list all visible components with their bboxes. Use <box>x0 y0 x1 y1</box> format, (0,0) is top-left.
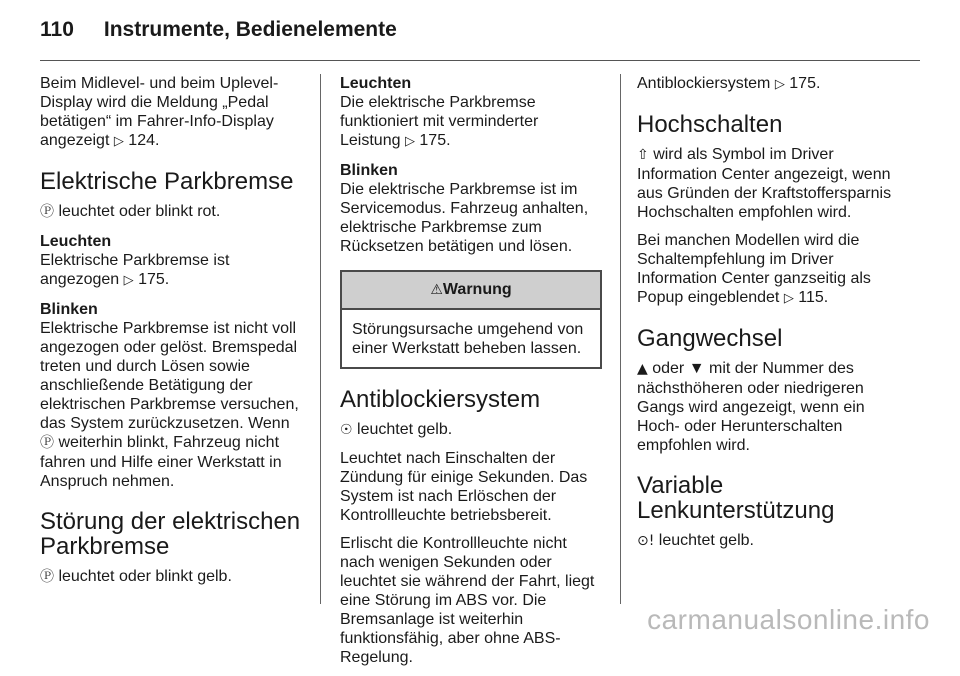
subheading-leuchten: Leuchten <box>340 75 412 92</box>
heading-lenkunterstuetzung: Variable Lenkunterstützung <box>637 472 835 524</box>
page-number: 110 <box>40 18 74 41</box>
abs-icon: ☉ <box>340 422 353 438</box>
power-steering-icon: ⊙! <box>637 533 655 549</box>
hochschalten-paragraph-2: Bei manchen Modellen wird die Schaltempfehlung im Driver Information Center ganzseitig als Popup eingeblendet ▷ 115. <box>637 232 871 306</box>
xref-arrow-icon: ▷ <box>783 291 794 306</box>
xref-arrow-icon: ▷ <box>113 134 124 149</box>
subheading-leuchten: Leuchten <box>40 233 112 250</box>
warning-box <box>340 270 602 369</box>
parkbrake-fault-icon: Ⓟ <box>40 569 54 585</box>
blinken-paragraph: Die elektrische Parkbremse ist im Servicemodus. Fahrzeug anhalten, elektrische Parkbremse zum Rücksetzen betätigen und lösen. <box>340 181 589 255</box>
column-middle <box>340 74 602 676</box>
abs-paragraph-1: Leuchtet nach Einschalten der Zündung für einige Sekunden. Das System ist nach Erlöschen der Kontrollleuchte betriebsbereit. <box>340 450 588 524</box>
blinken-paragraph: Elektrische Parkbremse ist nicht voll angezogen oder gelöst. Bremspedal treten und durch Lösen sowie anschließende Betätigung der elektrischen Parkbremse versuchen, das System zurückzusetzen. Wenn Ⓟ weiterhin blinkt, Fahrzeug nicht fahren und Hilfe einer Werkstatt in Anspruch nehmen. <box>40 320 299 490</box>
heading-parkbremse: Elektrische Parkbremse <box>40 168 294 195</box>
xref-arrow-icon: ▷ <box>774 77 785 92</box>
hochschalten-paragraph-1: ⇧ wird als Symbol im Driver Information Center angezeigt, wenn aus Gründen der Kraftstoffersparnis Hochschalten empfohlen wird. <box>637 146 892 221</box>
heading-hochschalten: Hochschalten <box>637 111 783 138</box>
lenk-paragraph: ⊙! leuchtet gelb. <box>637 532 754 549</box>
warning-triangle-icon: ⚠ <box>430 282 443 298</box>
warning-header: ⚠Warnung <box>342 272 600 310</box>
header-rule <box>40 60 920 61</box>
stoerung-paragraph: Ⓟ leuchtet oder blinkt gelb. <box>40 568 232 585</box>
page-header <box>40 18 397 48</box>
parking-brake-icon: Ⓟ <box>40 435 54 451</box>
leuchten-paragraph: Die elektrische Parkbremse funktioniert mit verminderter Leistung ▷ 175. <box>340 94 539 149</box>
heading-abs: Antiblockiersystem <box>340 386 541 413</box>
upshift-icon: ⇧ <box>637 147 649 163</box>
column-divider <box>320 74 321 604</box>
leuchten-paragraph: Elektrische Parkbremse ist angezogen ▷ 175. <box>40 252 230 288</box>
column-right <box>637 74 907 560</box>
heading-stoerung: Störung der elektrischen Parkbremse <box>40 508 301 560</box>
subheading-blinken: Blinken <box>340 162 398 179</box>
up-triangle-icon: ▲ <box>637 361 648 377</box>
abs-paragraph-2: Erlischt die Kontrollleuchte nicht nach wenigen Sekunden oder leuchtet sie während der Fahrt, liegt eine Störung im ABS vor. Die Bremsanlage ist weiterhin funktionsfähig, aber ohne ABS-Regelung. <box>340 535 595 666</box>
page-title: Instrumente, Bedienelemente <box>103 18 397 41</box>
column-divider <box>620 74 621 604</box>
gangwechsel-paragraph: ▲ oder ▼ mit der Nummer des nächsthöheren oder niedrigeren Gangs wird angezeigt, wenn ein Hoch- oder Herunterschalten empfohlen wird. <box>637 360 865 454</box>
abs-paragraph: ☉ leuchtet gelb. <box>340 421 453 438</box>
parkbremse-paragraph: Ⓟ leuchtet oder blinkt rot. <box>40 203 221 220</box>
watermark: carmanualsonline.info <box>647 604 930 635</box>
parking-brake-icon: Ⓟ <box>40 204 54 220</box>
heading-gangwechsel: Gangwechsel <box>637 325 783 352</box>
xref-arrow-icon: ▷ <box>123 273 134 288</box>
intro-paragraph: Beim Midlevel- und beim Uplevel-Display wird die Meldung „Pedal betätigen“ im Fahrer-Info-Display angezeigt ▷ 124. <box>40 75 279 149</box>
column-left <box>40 74 302 596</box>
subheading-blinken: Blinken <box>40 301 98 318</box>
warning-text: Störungsursache umgehend von einer Werkstatt beheben lassen. <box>352 321 584 357</box>
xref-arrow-icon: ▷ <box>404 134 415 149</box>
abs-reference: Antiblockiersystem ▷ 175. <box>637 75 821 92</box>
